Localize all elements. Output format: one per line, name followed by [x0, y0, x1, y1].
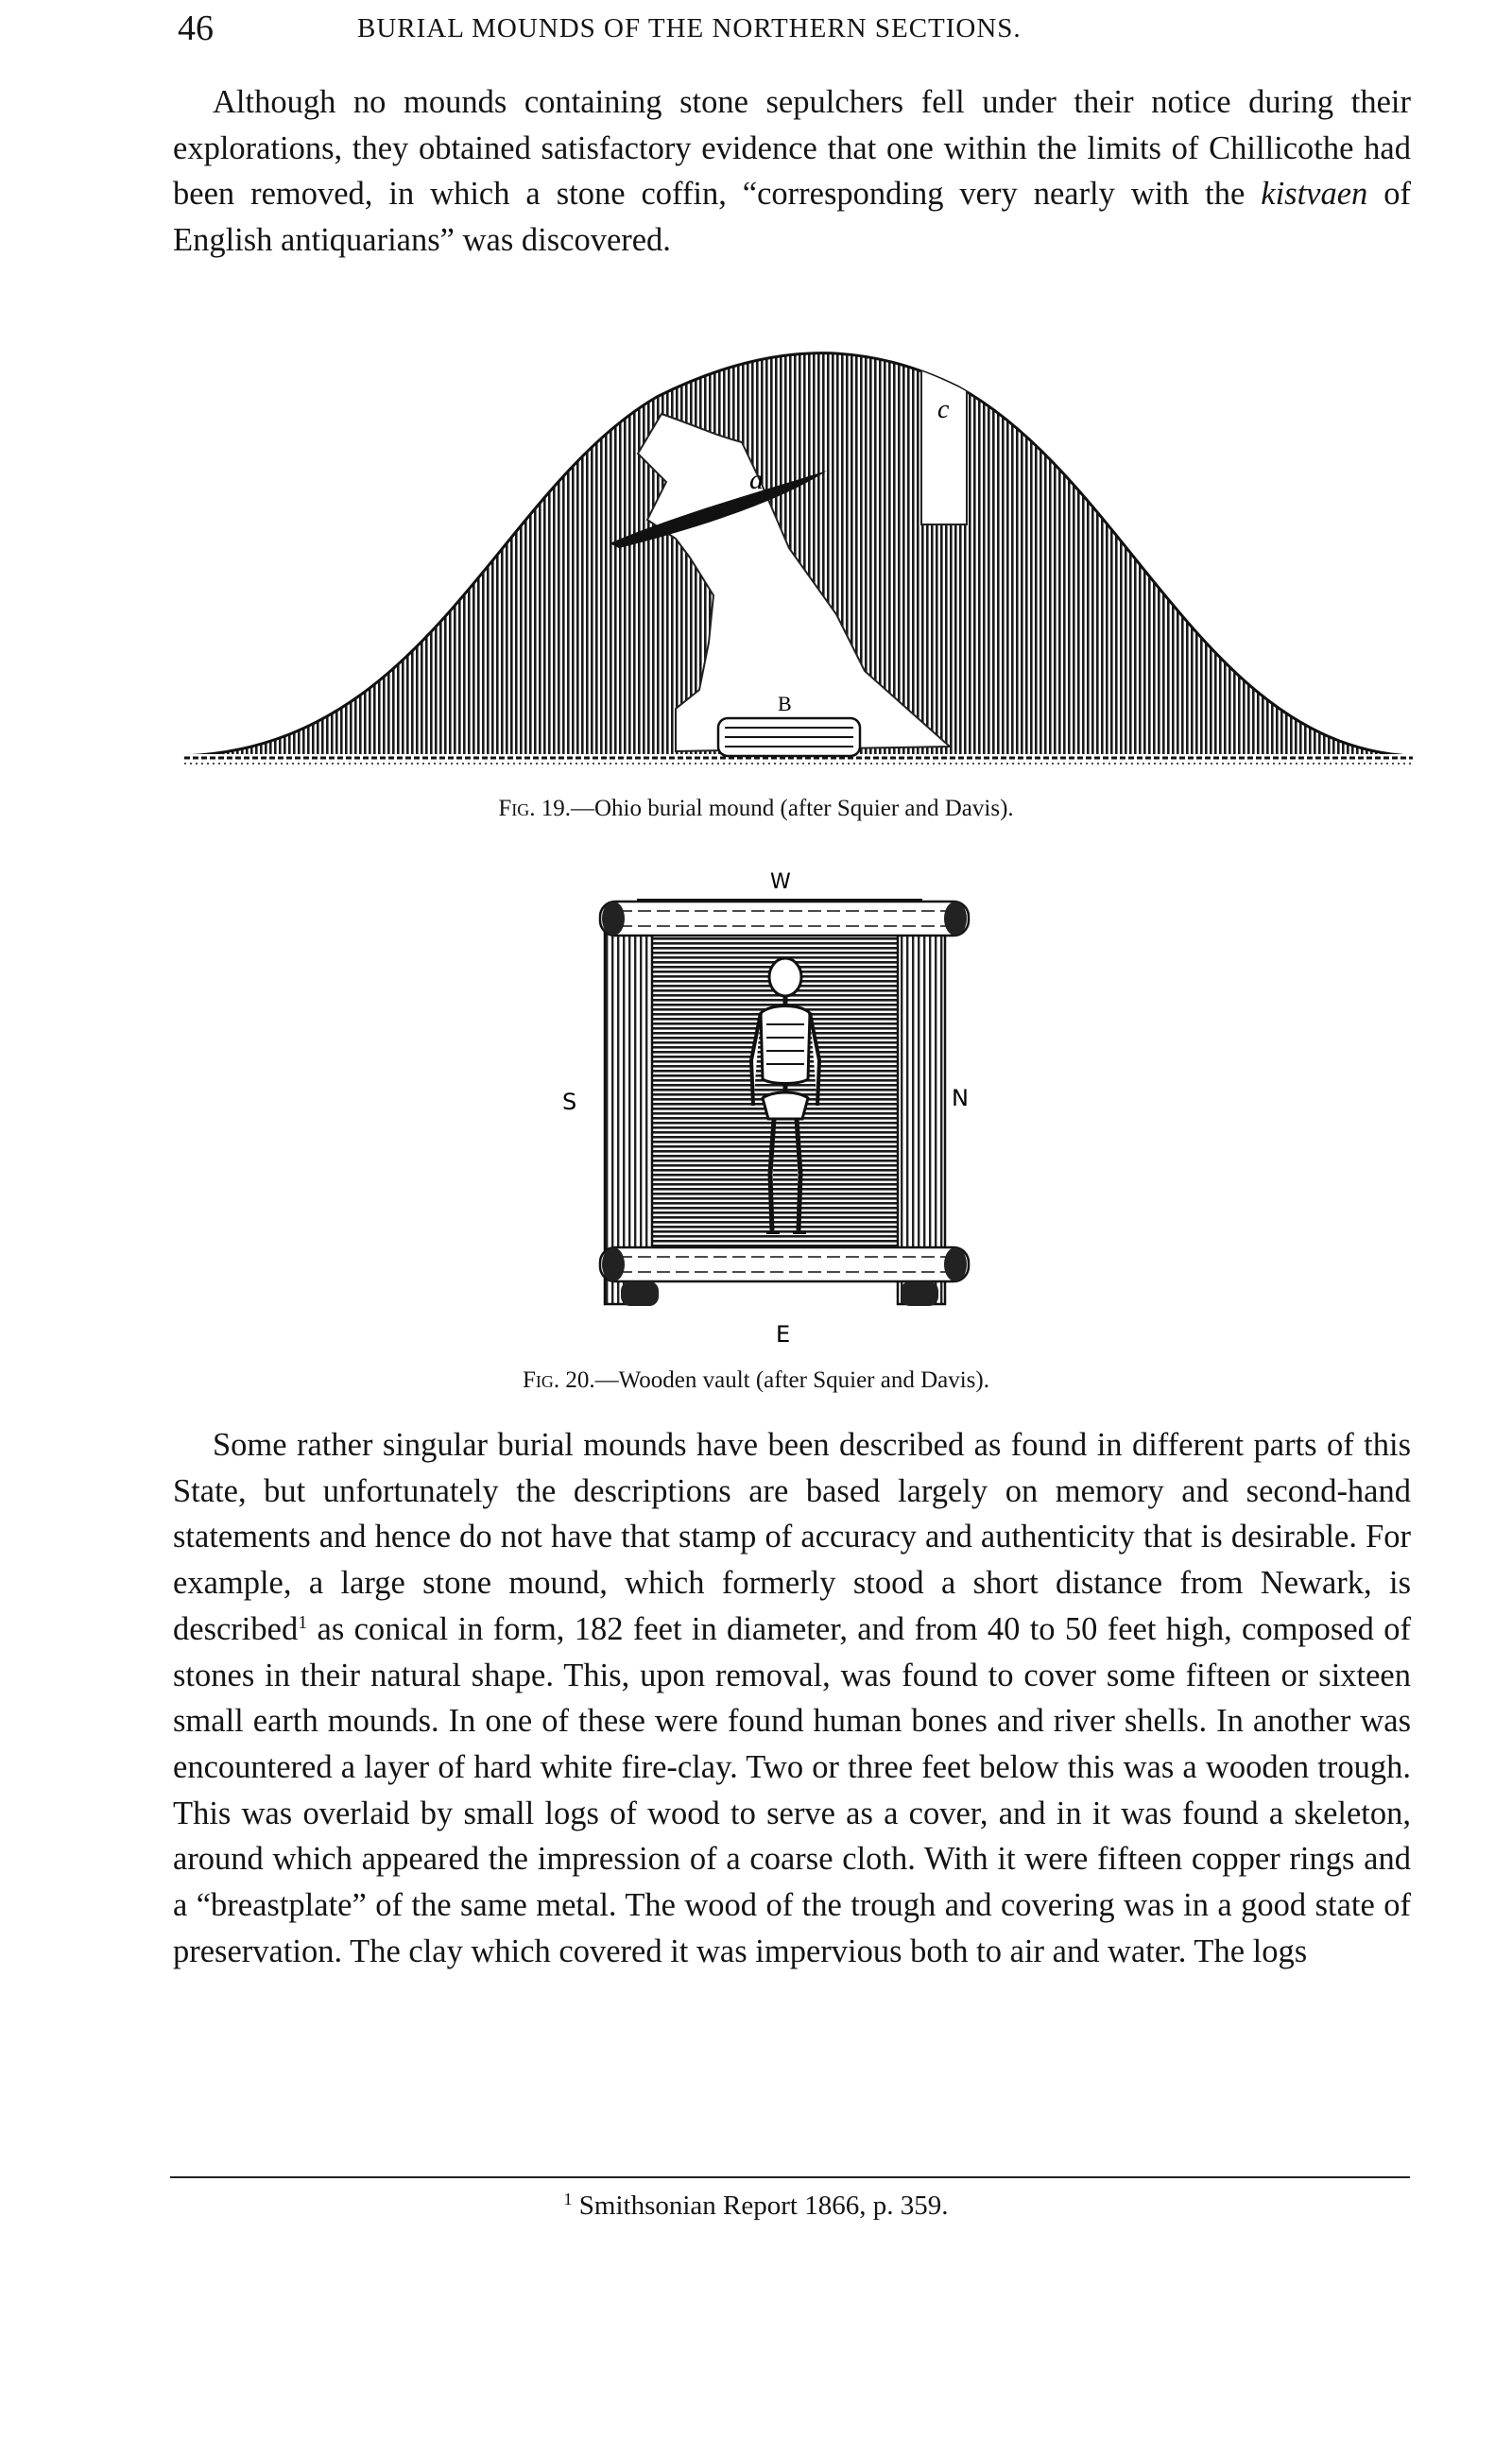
- log-east-side: [898, 907, 945, 1304]
- paragraph-stone-coffin: [173, 79, 1411, 264]
- log-bottom: [600, 1247, 969, 1306]
- figure20-caption-number: Fig. 20.: [523, 1367, 595, 1393]
- figure-20-wooden-vault: [562, 862, 969, 1353]
- paragraph-singular-mounds: [173, 1422, 1411, 1974]
- compass-south: S: [562, 1089, 577, 1115]
- footnote-text: Smithsonian Report 1866, p. 359.: [572, 2191, 949, 2221]
- figure20-caption-text: —Wooden vault (after Squier and Davis).: [594, 1367, 989, 1393]
- figure19-label-c: c: [937, 395, 950, 424]
- compass-north: N: [952, 1085, 969, 1111]
- mound-cross-section: [184, 353, 1413, 765]
- running-title: BURIAL MOUNDS OF THE NORTHERN SECTIONS.: [357, 13, 1022, 43]
- paragraph1-text-b: of English antiquarians” was discovered.: [173, 176, 1411, 259]
- footnote-divider: [170, 2176, 1410, 2178]
- figure-20-caption: [284, 1367, 1228, 1394]
- vault-floor: [638, 900, 921, 1278]
- log-west-side: [605, 907, 652, 1304]
- page-header: [178, 8, 1406, 49]
- paragraph2-text-a: Some rather singular burial mounds have been described as found in different parts of this State, but unfortunately the descriptions are based largely on memory and second-hand statements and hence do not have that stamp of accuracy and authenticity that is desirable. For example, a large stone mound, which formerly stood a short distance from Newark, is described: [173, 1427, 1411, 1647]
- figure19-label-b: B: [778, 692, 792, 715]
- paragraph2-text-b: as conical in form, 182 feet in diameter, and from 40 to 50 feet high, composed of stones in their natural shape. This, upon removal, was found to cover some fifteen or sixteen small earth mounds. In one of these were found human bones and river shells. In another was encountered a layer of hard white fire-clay. Two or three feet below this was a wooden trough. This was overlaid by small logs of wood to serve as a cover, and in it was found a skeleton, around which appeared the impression of a coarse cloth. With it were fifteen copper rings and a “breastplate” of the same metal. The wood of the trough and covering was in a good state of preservation. The clay which covered it was impervious both to air and water. The logs: [173, 1610, 1411, 1969]
- compass-east: E: [776, 1321, 791, 1348]
- figure-19-caption: [284, 796, 1228, 822]
- log-top: [600, 902, 969, 936]
- footnote-marker: 1: [563, 2190, 573, 2208]
- figure19-caption-number: Fig. 19.: [498, 796, 571, 821]
- paragraph1-text-a: Although no mounds containing stone sepulchers fell under their notice during their explorations, they obtained satisfactory evidence that one within the limits of Chillicothe had been removed, in which a stone coffin, “corresponding very nearly with the: [173, 84, 1411, 213]
- compass-west: W: [770, 870, 791, 894]
- stone-coffin-b: [718, 718, 860, 756]
- paragraph1-italic-term: kistvaen: [1261, 176, 1368, 213]
- figure19-label-a: a: [749, 464, 764, 495]
- figure-19-burial-mound: [184, 331, 1413, 775]
- page-number: 46: [178, 9, 214, 48]
- footnote: [284, 2191, 1228, 2222]
- figure19-caption-text: —Ohio burial mound (after Squier and Davis).: [571, 796, 1014, 821]
- footnote-reference[interactable]: 1: [298, 1611, 308, 1633]
